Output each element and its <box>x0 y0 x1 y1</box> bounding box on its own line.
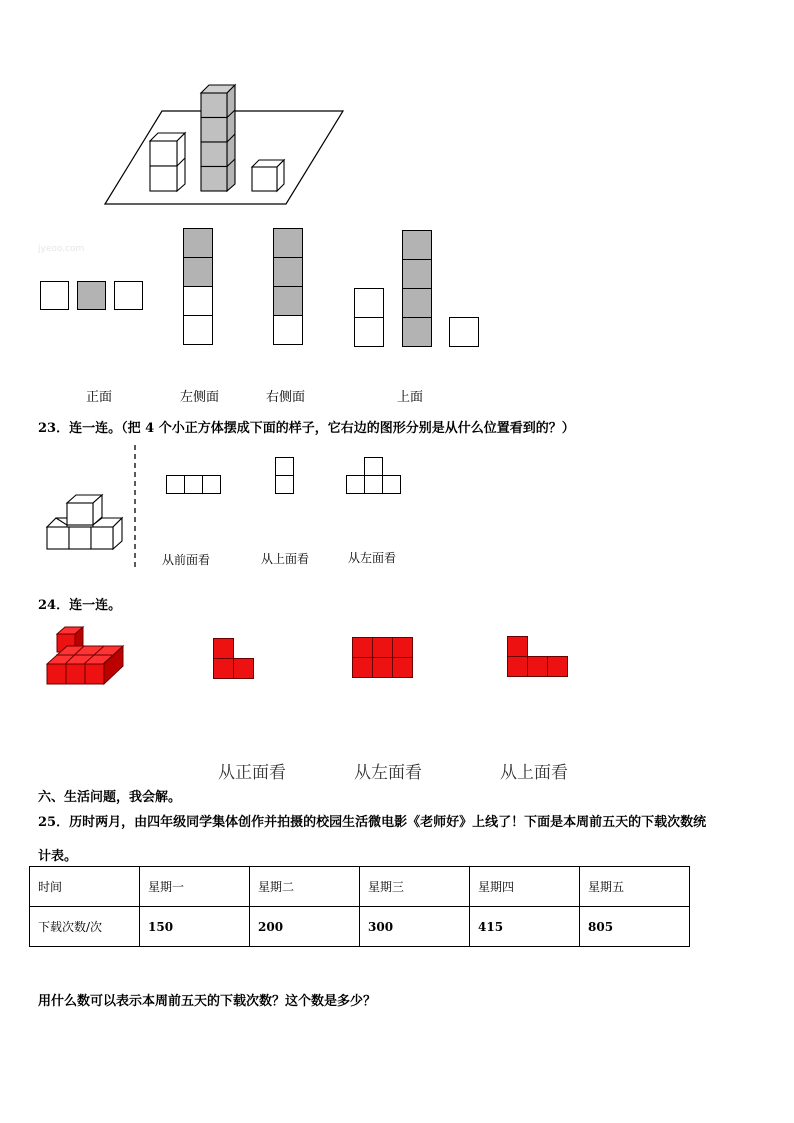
q24-red-cube-figure <box>46 625 126 687</box>
download-count-table <box>29 866 690 947</box>
view-cell <box>273 257 303 287</box>
table-cell: 下载次数/次 <box>30 907 140 947</box>
table-cell: 星期三 <box>360 867 470 907</box>
label-from-top: 从上面看 <box>261 552 310 566</box>
section-title: 六、生活问题，我会解。 <box>38 790 182 805</box>
view-cell <box>547 656 568 677</box>
view-cell <box>202 475 221 494</box>
view-cell <box>507 636 528 657</box>
view-cell <box>352 657 373 678</box>
q23-cube-figure <box>40 490 130 555</box>
view-cell <box>402 230 432 260</box>
view-cell <box>346 475 365 494</box>
view-cell <box>352 637 373 658</box>
q25-question-line2: 计表。 <box>38 849 78 864</box>
view-cell <box>364 475 383 494</box>
view-cell <box>402 259 432 289</box>
view-cell <box>364 457 383 476</box>
view-cell <box>527 656 548 677</box>
q24-question: 24．连一连。 <box>38 598 122 613</box>
view-cell <box>233 658 254 679</box>
table-row <box>30 907 690 947</box>
table-cell: 805 <box>580 907 690 947</box>
table-cell: 星期二 <box>250 867 360 907</box>
view-cell <box>354 288 384 318</box>
dashed-divider <box>133 445 137 567</box>
view-cell <box>354 317 384 347</box>
cube-arrangement-figure <box>100 80 350 210</box>
view-cell <box>184 475 203 494</box>
view-cell <box>275 475 294 494</box>
table-cell: 200 <box>250 907 360 947</box>
label-right-side: 右侧面 <box>266 390 306 405</box>
table-header-row <box>30 867 690 907</box>
q25-sub-question: 用什么数可以表示本周前五天的下载次数？这个数是多少？ <box>38 994 377 1009</box>
view-cell <box>166 475 185 494</box>
q23-question: 23．连一连。（把 4 个小正方体摆成下面的样子，它右边的图形分别是从什么位置看到的？） <box>38 421 575 436</box>
label-front: 正面 <box>86 390 113 405</box>
view-cell <box>382 475 401 494</box>
view-cell <box>402 317 432 347</box>
view-cell <box>183 286 213 316</box>
view-cell <box>40 281 69 310</box>
view-cell <box>275 457 294 476</box>
table-cell: 300 <box>360 907 470 947</box>
label-from-top-view: 从上面看 <box>500 763 568 783</box>
label-top: 上面 <box>397 390 424 405</box>
label-from-left: 从左面看 <box>348 551 397 565</box>
watermark: jyeoo.com <box>38 244 85 254</box>
label-from-left-view: 从左面看 <box>354 763 422 783</box>
label-from-front: 从前面看 <box>162 553 211 567</box>
view-cell <box>77 281 106 310</box>
table-cell: 星期四 <box>470 867 580 907</box>
view-cell <box>402 288 432 318</box>
view-cell <box>273 228 303 258</box>
view-cell <box>449 317 479 347</box>
label-from-front-view: 从正面看 <box>218 763 286 783</box>
view-cell <box>372 657 393 678</box>
view-cell <box>273 286 303 316</box>
view-cell <box>183 228 213 258</box>
table-cell: 时间 <box>30 867 140 907</box>
view-cell <box>392 657 413 678</box>
table-cell: 星期一 <box>140 867 250 907</box>
view-cell <box>183 257 213 287</box>
view-cell <box>183 315 213 345</box>
table-cell: 415 <box>470 907 580 947</box>
table-cell: 星期五 <box>580 867 690 907</box>
label-left-side: 左侧面 <box>180 390 220 405</box>
q25-question-line1: 25．历时两月，由四年级同学集体创作并拍摄的校园生活微电影《老师好》上线了！下面是本周前五天的下载次数统 <box>38 815 707 830</box>
view-cell <box>507 656 528 677</box>
table-cell: 150 <box>140 907 250 947</box>
view-cell <box>213 638 234 659</box>
view-cell <box>114 281 143 310</box>
view-cell <box>273 315 303 345</box>
view-cell <box>213 658 234 679</box>
view-cell <box>372 637 393 658</box>
view-cell <box>392 637 413 658</box>
